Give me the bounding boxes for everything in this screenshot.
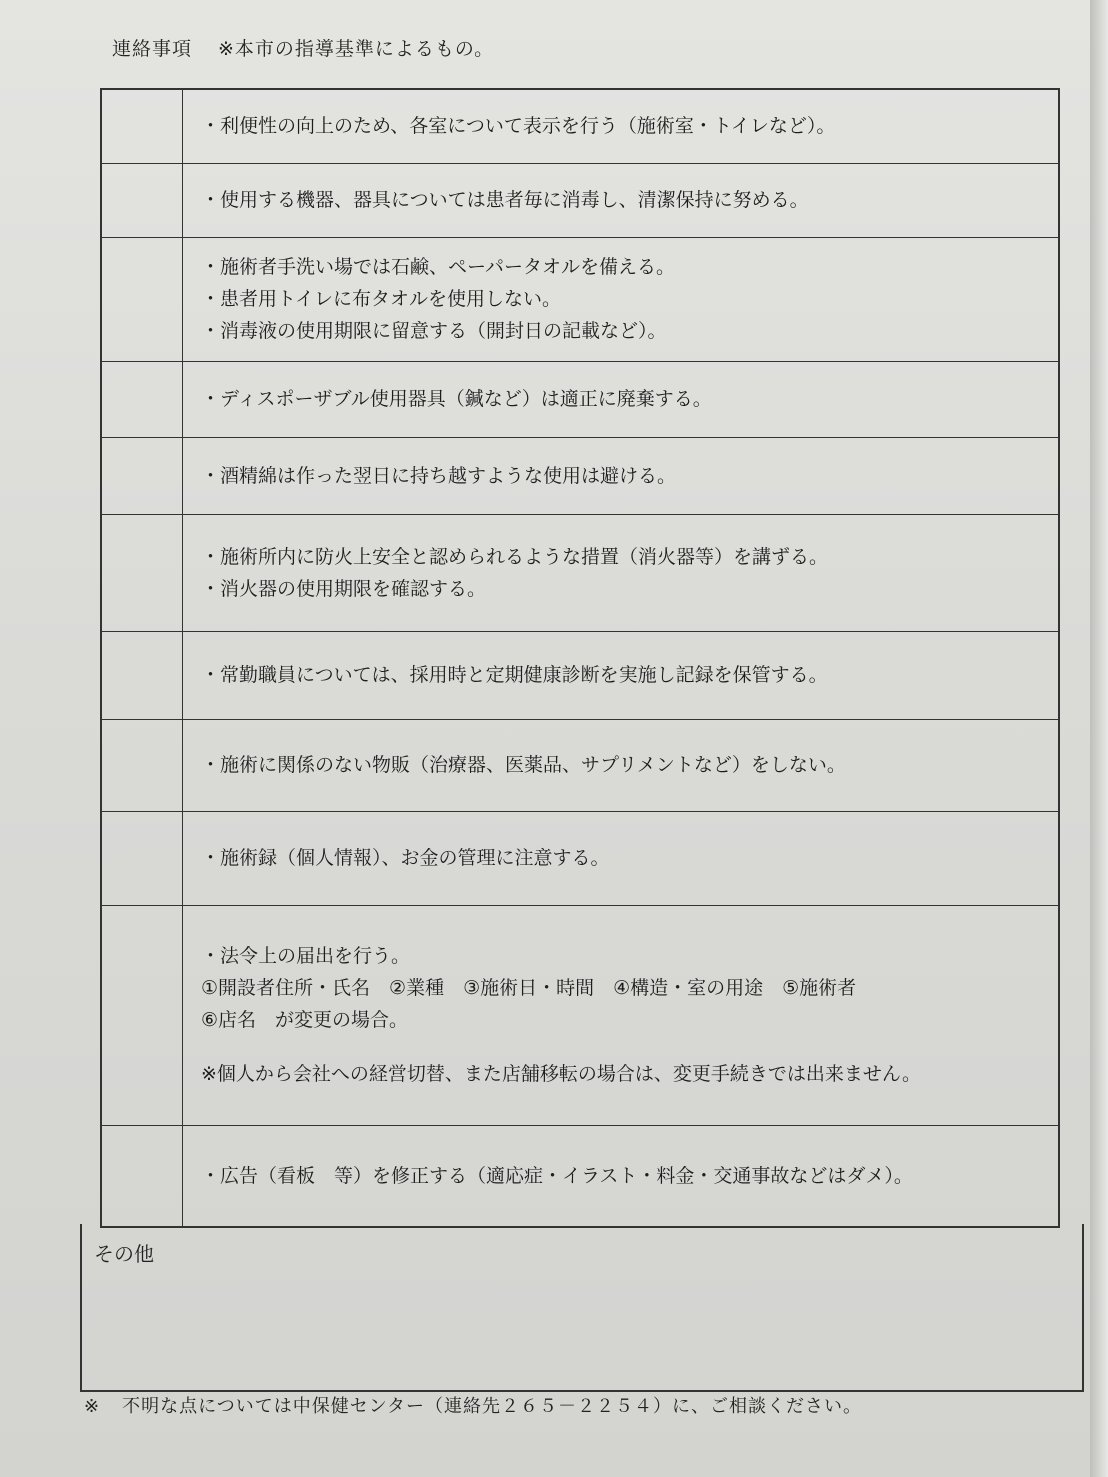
row-content bbox=[183, 811, 1060, 905]
footer-text: 不明な点については中保健センター（連絡先２６５－２２５４）に、ご相談ください。 bbox=[122, 1396, 863, 1417]
row-text: ・ディスポーザブル使用器具（鍼など）は適正に廃棄する。 bbox=[201, 388, 712, 410]
check-cell[interactable] bbox=[101, 237, 183, 361]
check-cell[interactable] bbox=[101, 631, 183, 719]
row-text: ・患者用トイレに布タオルを使用しない。 bbox=[201, 288, 562, 310]
checklist-row bbox=[101, 1125, 1059, 1227]
row-text: ・法令上の届出を行う。 bbox=[201, 945, 411, 967]
other-label: その他 bbox=[94, 1242, 154, 1266]
check-cell[interactable] bbox=[101, 437, 183, 514]
row-text: ・広告（看板 等）を修正する（適応症・イラスト・料金・交通事故などはダメ）。 bbox=[201, 1164, 913, 1187]
row-text: ・使用する機器、器具については患者毎に消毒し、清潔保持に努める。 bbox=[201, 189, 809, 211]
checklist-row bbox=[101, 905, 1059, 1125]
checklist-row bbox=[101, 163, 1059, 237]
check-cell[interactable] bbox=[101, 1125, 183, 1227]
row-content bbox=[183, 631, 1060, 719]
header-title: 連絡事項 bbox=[112, 38, 193, 60]
header-note: ※本市の指導基準によるもの。 bbox=[218, 38, 495, 60]
row-content bbox=[183, 1125, 1060, 1227]
row-text: ・常勤職員については、採用時と定期健康診断を実施し記録を保管する。 bbox=[201, 664, 828, 686]
row-text: ※個人から会社への経営切替、また店舗移転の場合は、変更手続きでは出来ません。 bbox=[201, 1063, 922, 1085]
row-text: ①開設者住所・氏名 ②業種 ③施術日・時間 ④構造・室の用途 ⑤施術者 bbox=[201, 977, 857, 999]
check-cell[interactable] bbox=[101, 811, 183, 905]
checklist-row bbox=[101, 514, 1059, 631]
checklist-row bbox=[101, 89, 1059, 163]
footer-mark: ※ bbox=[84, 1396, 101, 1417]
row-content bbox=[183, 905, 1060, 1125]
check-cell[interactable] bbox=[101, 514, 183, 631]
row-content bbox=[183, 361, 1060, 437]
check-cell[interactable] bbox=[101, 905, 183, 1125]
checklist-row bbox=[101, 437, 1059, 514]
row-content bbox=[183, 514, 1060, 631]
row-content bbox=[183, 89, 1060, 163]
other-notes-box[interactable] bbox=[80, 1224, 1084, 1392]
row-text: ・施術録（個人情報）、お金の管理に注意する。 bbox=[201, 847, 610, 869]
checklist-row bbox=[101, 631, 1059, 719]
row-text: ・酒精綿は作った翌日に持ち越すような使用は避ける。 bbox=[201, 464, 677, 487]
row-text: ・施術所内に防火上安全と認められるような措置（消火器等）を講ずる。 bbox=[201, 545, 829, 568]
row-content bbox=[183, 237, 1060, 361]
row-text: ・施術に関係のない物販（治療器、医薬品、サプリメントなど）をしない。 bbox=[201, 754, 846, 776]
row-content bbox=[183, 437, 1060, 514]
checklist-row bbox=[101, 719, 1059, 811]
check-cell[interactable] bbox=[101, 719, 183, 811]
checklist-row bbox=[101, 361, 1059, 437]
check-cell[interactable] bbox=[101, 361, 183, 437]
row-text: ・利便性の向上のため、各室について表示を行う（施術室・トイレなど）。 bbox=[201, 115, 836, 138]
underlying-sheet-edge bbox=[1090, 0, 1108, 1477]
row-text: ・施術者手洗い場では石鹸、ペーパータオルを備える。 bbox=[201, 256, 676, 278]
row-content bbox=[183, 163, 1060, 237]
footer-note bbox=[84, 1392, 862, 1418]
row-text: ・消毒液の使用期限に留意する（開封日の記載など）。 bbox=[201, 320, 667, 342]
line-spacer bbox=[201, 1036, 1057, 1058]
checklist-row bbox=[101, 237, 1059, 361]
checklist-table bbox=[100, 88, 1060, 1228]
row-content bbox=[183, 719, 1060, 811]
check-cell[interactable] bbox=[101, 163, 183, 237]
checklist-row bbox=[101, 811, 1059, 905]
row-text: ・消火器の使用期限を確認する。 bbox=[201, 577, 487, 600]
row-text: ⑥店名 が変更の場合。 bbox=[201, 1009, 409, 1031]
check-cell[interactable] bbox=[101, 89, 183, 163]
document-header bbox=[112, 34, 494, 61]
